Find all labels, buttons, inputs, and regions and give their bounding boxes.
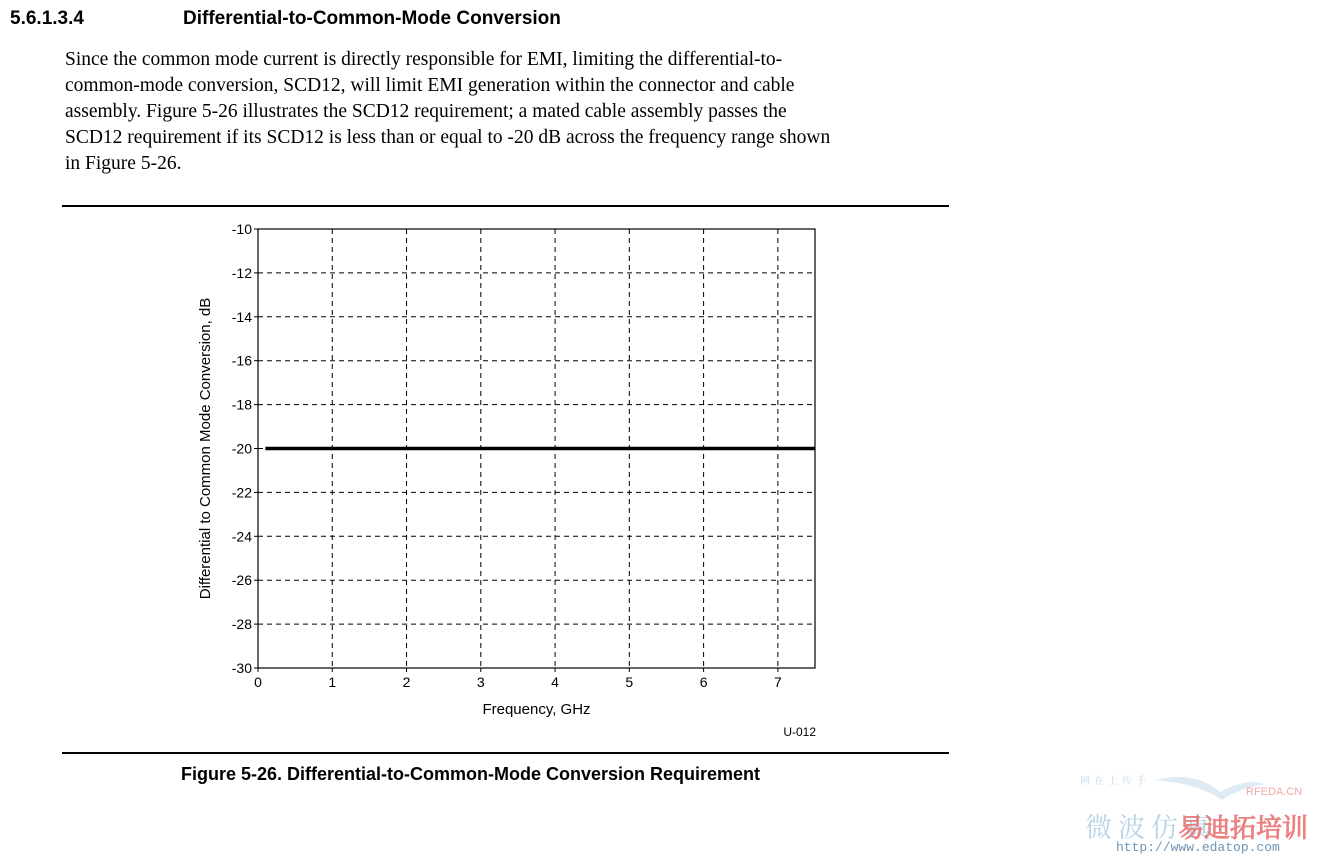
figure-bottom-rule [62, 752, 949, 754]
x-tick-labels [254, 668, 782, 690]
figure-caption: Figure 5-26. Differential-to-Common-Mode Conversion Requirement [181, 764, 761, 784]
body-line: in Figure 5-26. [65, 153, 182, 174]
y-tick-labels [232, 221, 258, 676]
body-line: assembly. Figure 5-26 illustrates the SCD12 requirement; a mated cable assembly passes the [65, 101, 787, 122]
x-tick-label: 1 [328, 674, 337, 690]
x-tick-label: 2 [402, 674, 411, 690]
y-tick-label: -22 [231, 484, 252, 501]
y-tick-label: -18 [231, 396, 252, 413]
y-tick-label: -28 [231, 616, 252, 633]
x-tick-label: 5 [625, 674, 634, 690]
y-tick-label: -12 [231, 264, 252, 281]
watermark-url: http://www.edatop.com [1116, 840, 1280, 855]
section-number: 5.6.1.3.4 [10, 8, 84, 29]
y-tick-label: -10 [231, 221, 252, 237]
figure-id-label: U-012 [783, 725, 816, 739]
x-tick-label: 7 [773, 674, 782, 690]
y-axis-label: Differential to Common Mode Conversion, dB [197, 297, 214, 600]
watermark-cn-light: 微波仿真 [1085, 813, 1217, 844]
x-tick-label: 3 [476, 674, 485, 690]
y-tick-label: -16 [231, 352, 252, 369]
watermark-cn-bold: 易迪拓培训 [1178, 814, 1309, 844]
x-tick-label: 4 [551, 674, 559, 690]
y-tick-label: -20 [231, 440, 252, 457]
y-tick-label: -26 [231, 572, 252, 589]
y-tick-label: -24 [231, 528, 252, 545]
x-tick-label: 6 [699, 674, 708, 690]
y-tick-label: -14 [231, 308, 252, 325]
y-tick-label: -30 [231, 660, 252, 676]
x-axis-label: Frequency, GHz [482, 701, 591, 718]
x-tick-label: 0 [254, 674, 262, 690]
body-line: SCD12 requirement if its SCD12 is less than or equal to -20 dB across the frequency range shown [65, 127, 831, 148]
body-line: common-mode conversion, SCD12, will limit EMI generation within the connector and cable [65, 75, 795, 96]
section-title: Differential-to-Common-Mode Conversion [183, 8, 561, 29]
watermark-small-text: 网在上传手 [1080, 776, 1150, 787]
body-line: Since the common mode current is directly responsible for EMI, limiting the differential-to- [65, 49, 783, 70]
watermark-rfeda: RFEDA.CN [1246, 786, 1303, 798]
